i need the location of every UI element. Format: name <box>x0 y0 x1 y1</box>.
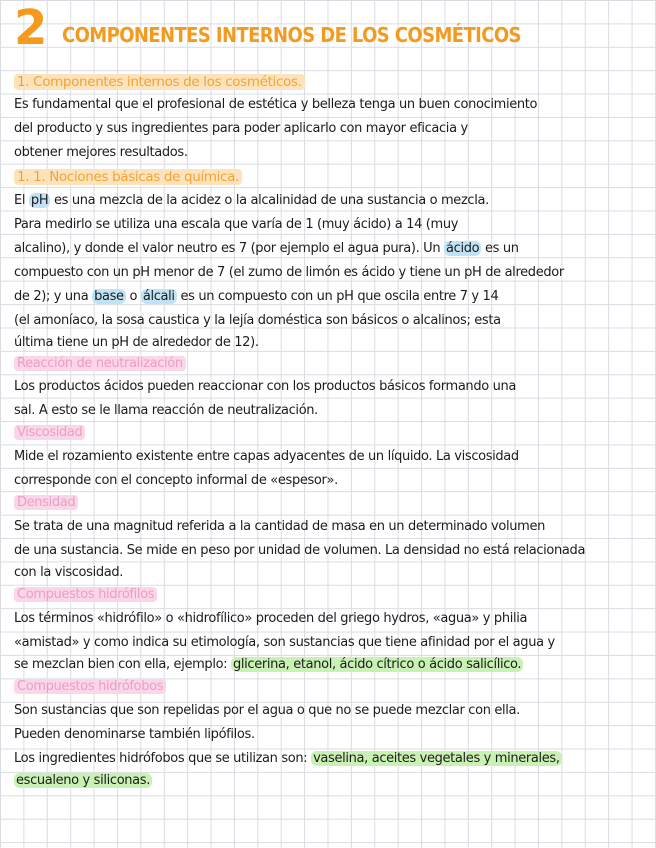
hidrofilos-heading: Compuestos hidrófilos <box>14 586 157 604</box>
title-text: COMPONENTES INTERNOS DE LOS COSMÉTICOS <box>62 23 521 47</box>
hidrofobos-examples-highlight: vaselina, aceites vegetales y minerales, <box>313 751 560 766</box>
hidrofobos-line-4 <box>14 772 152 790</box>
hidrofilos-line-2: «amistad» y como indica su etimología, son sustancias que tiene afinidad por el agua y <box>14 635 555 650</box>
ph-highlight: pH <box>30 193 49 208</box>
section1-line-1: Es fundamental que el profesional de estética y belleza tenga un buen conocimiento <box>14 97 538 112</box>
ph-line-2: Para medirlo se utiliza una escala que varía de 1 (muy ácido) a 14 (muy <box>14 217 459 232</box>
hidrofobos-line-1: Son sustancias que son repelidas por el agua o que no se puede mezclar con ella. <box>14 703 520 718</box>
hidrofobos-heading: Compuestos hidrófobos <box>14 678 166 696</box>
section1-heading: 1. Componentes internos de los cosméticos. <box>14 73 305 91</box>
base-highlight: base <box>94 289 124 304</box>
neutralizacion-line-1: Los productos ácidos pueden reaccionar con los productos básicos formando una <box>14 379 517 394</box>
ph-line-7: última tiene un pH de alrededor de 12). <box>14 335 259 350</box>
acido-highlight: ácido <box>446 241 480 256</box>
hidrofobos-line-3: Los ingredientes hidrófobos que se utilizan son: vaselina, aceites vegetales y minerales, <box>14 751 560 766</box>
hidrofilos-line-3: se mezclan bien con ella, ejemplo: glicerina, etanol, ácido cítrico o ácido salicílico. <box>14 657 522 672</box>
page-title <box>14 0 644 56</box>
section1-line-3: obtener mejores resultados. <box>14 145 188 160</box>
ph-line-4: compuesto con un pH menor de 7 (el zumo de limón es ácido y tiene un pH de alrededor <box>14 265 564 280</box>
densidad-line-3: con la viscosidad. <box>14 565 124 580</box>
ph-line-6: (el amoníaco, la sosa caustica y la lejía doméstica son básicos o alcalinos; esta <box>14 313 501 328</box>
hidrofobos-line-2: Pueden denominarse también lipófilos. <box>14 727 255 742</box>
section1-line-2: del producto y sus ingredientes para poder aplicarlo con mayor eficacia y <box>14 121 468 136</box>
hidrofilos-line-1: Los términos «hidrófilo» o «hidrofílico» proceden del griego hydros, «agua» y philia <box>14 611 528 626</box>
ph-line-3: alcalino), y donde el valor neutro es 7 (por ejemplo el agua pura). Un ácido es un <box>14 241 519 256</box>
viscosidad-line-2: corresponde con el concepto informal de «espesor». <box>14 473 338 488</box>
title-number: 2 <box>14 0 48 56</box>
ph-line-1: El pH es una mezcla de la acidez o la alcalinidad de una sustancia o mezcla. <box>14 193 489 208</box>
neutralizacion-heading: Reacción de neutralización <box>14 355 186 373</box>
densidad-line-2: de una sustancia. Se mide en peso por unidad de volumen. La densidad no está relacionada <box>14 543 586 558</box>
hidrofobos-examples-highlight-2: escualeno y siliconas. <box>16 773 151 788</box>
viscosidad-line-1: Mide el rozamiento existente entre capas adyacentes de un líquido. La viscosidad <box>14 449 519 464</box>
densidad-heading: Densidad <box>14 494 78 512</box>
viscosidad-heading: Viscosidad <box>14 424 85 442</box>
hidrofilos-examples-highlight: glicerina, etanol, ácido cítrico o ácido salicílico. <box>233 657 522 672</box>
densidad-line-1: Se trata de una magnitud referida a la cantidad de masa en un determinado volumen <box>14 519 546 534</box>
section11-heading: 1. 1. Nociones básicas de química. <box>14 168 242 186</box>
neutralizacion-line-2: sal. A esto se le llama reacción de neutralización. <box>14 403 318 418</box>
ph-line-5: de 2); y una base o álcali es un compuesto con un pH que oscila entre 7 y 14 <box>14 289 499 304</box>
alcali-highlight: álcali <box>142 289 175 304</box>
